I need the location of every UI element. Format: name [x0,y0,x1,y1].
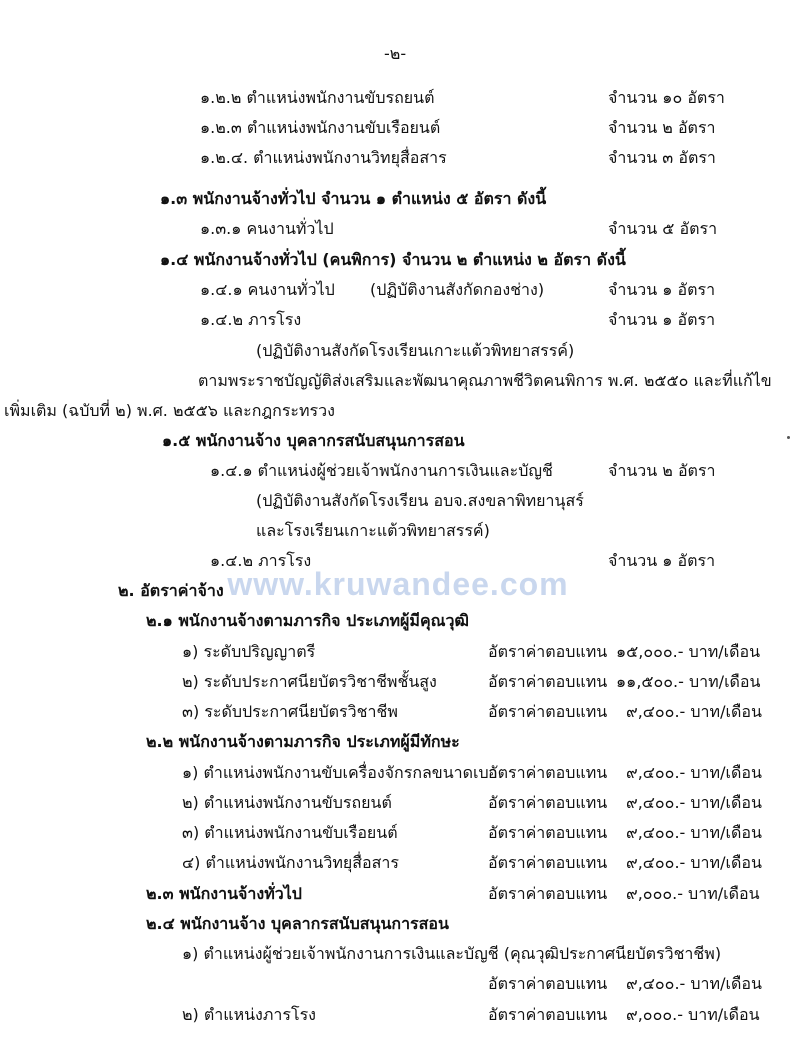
line-2-2-4-rate: ๙,๔๐๐.- บาท/เดือน [626,853,762,872]
line-2-1-1-label: อัตราค่าตอบแทน [488,642,608,661]
line-1-5-1-count: จำนวน ๒ อัตรา [608,461,716,480]
line-2-1-1-rate: ๑๕,๐๐๐.- บาท/เดือน [616,642,761,661]
line-2-2-2-rate: ๙,๔๐๐.- บาท/เดือน [626,793,762,812]
heading-2-3: ๒.๓ พนักงานจ้างทั่วไป [146,884,302,903]
line-1-5-1-note-a: (ปฏิบัติงานสังกัดโรงเรียน อบจ.สงขลาพิทยานุสร์ [256,491,584,510]
line-2-4-1-label: อัตราค่าตอบแทน [488,974,608,993]
line-1-4-1: ๑.๔.๑ คนงานทั่วไป [200,280,335,299]
line-2-2-3: ๓) ตำแหน่งพนักงานขับเรือยนต์ [182,823,398,842]
line-1-5-1-note-b: และโรงเรียนเกาะแต้วพิทยาสรรค์) [256,521,490,540]
line-1-5-1: ๑.๔.๑ ตำแหน่งผู้ช่วยเจ้าพนักงานการเงินและบัญชี [210,461,553,480]
law-line-2: เพิ่มเติม (ฉบับที่ ๒) พ.ศ. ๒๕๕๖ และกฎกระทรวง [4,401,335,420]
line-1-3-1: ๑.๓.๑ คนงานทั่วไป [200,219,334,238]
line-2-2-1: ๑) ตำแหน่งพนักงานขับเครื่องจักรกลขนาดเบา [182,763,498,782]
line-1-2-3: ๑.๒.๓ ตำแหน่งพนักงานขับเรือยนต์ [200,118,441,137]
line-2-2-4-label: อัตราค่าตอบแทน [488,853,608,872]
line-1-5-2-count: จำนวน ๑ อัตรา [608,551,716,570]
watermark: www.kruwandee.com [227,566,569,602]
line-1-3-1-count: จำนวน ๕ อัตรา [608,219,718,238]
line-2-4-2: ๒) ตำแหน่งภารโรง [182,1005,316,1024]
heading-1-4: ๑.๔ พนักงานจ้างทั่วไป (คนพิการ) จำนวน ๒ ตำแหน่ง ๒ อัตรา ดังนี้ [160,250,626,269]
heading-2-2: ๒.๒ พนักงานจ้างตามภารกิจ ประเภทผู้มีทักษะ [146,732,460,751]
line-1-4-1-note: (ปฏิบัติงานสังกัดกองช่าง) [370,280,545,299]
line-1-4-1-count: จำนวน ๑ อัตรา [608,280,716,299]
line-2-1-2: ๒) ระดับประกาศนียบัตรวิชาชีพชั้นสูง [182,672,437,691]
heading-2-4: ๒.๔ พนักงานจ้าง บุคลากรสนับสนุนการสอน [146,914,449,933]
line-1-4-2-count: จำนวน ๑ อัตรา [608,310,716,329]
line-2-4-2-rate: ๙,๐๐๐.- บาท/เดือน [626,1005,760,1024]
line-2-1-2-label: อัตราค่าตอบแทน [488,672,608,691]
line-2-3-rate: ๙,๐๐๐.- บาท/เดือน [626,884,760,903]
line-2-4-1-rate: ๙,๔๐๐.- บาท/เดือน [626,974,762,993]
line-2-1-3-label: อัตราค่าตอบแทน [488,702,608,721]
line-1-4-2: ๑.๔.๒ ภารโรง [200,310,302,329]
line-1-2-2: ๑.๒.๒ ตำแหน่งพนักงานขับรถยนต์ [200,88,435,107]
line-2-3-label: อัตราค่าตอบแทน [488,884,608,903]
line-2-2-3-label: อัตราค่าตอบแทน [488,823,608,842]
line-2-2-4: ๔) ตำแหน่งพนักงานวิทยุสื่อสาร [182,853,399,872]
line-2-1-3-rate: ๙,๔๐๐.- บาท/เดือน [626,702,762,721]
line-1-2-4: ๑.๒.๔. ตำแหน่งพนักงานวิทยุสื่อสาร [200,148,447,167]
scan-speck [787,436,790,439]
line-1-5-2: ๑.๔.๒ ภารโรง [210,551,312,570]
line-2-1-3: ๓) ระดับประกาศนียบัตรวิชาชีพ [182,702,398,721]
law-line-1: ตามพระราชบัญญัติส่งเสริมและพัฒนาคุณภาพชีวิตคนพิการ พ.ศ. ๒๕๕๐ และที่แก้ไข [198,371,772,390]
heading-1-3: ๑.๓ พนักงานจ้างทั่วไป จำนวน ๑ ตำแหน่ง ๕ อัตรา ดังนี้ [160,189,547,208]
line-2-2-1-label: อัตราค่าตอบแทน [488,763,608,782]
line-1-4-2-note: (ปฏิบัติงานสังกัดโรงเรียนเกาะแต้วพิทยาสรรค์) [256,341,575,360]
line-2-1-2-rate: ๑๑,๕๐๐.- บาท/เดือน [616,672,761,691]
line-2-2-2-label: อัตราค่าตอบแทน [488,793,608,812]
heading-2: ๒. อัตราค่าจ้าง [118,581,224,600]
heading-2-1: ๒.๑ พนักงานจ้างตามภารกิจ ประเภทผู้มีคุณวุฒิ [146,611,469,630]
page-number: -๒- [384,44,407,63]
line-1-2-4-count: จำนวน ๓ อัตรา [608,148,716,167]
line-2-2-2: ๒) ตำแหน่งพนักงานขับรถยนต์ [182,793,392,812]
line-2-2-3-rate: ๙,๔๐๐.- บาท/เดือน [626,823,762,842]
line-2-4-1: ๑) ตำแหน่งผู้ช่วยเจ้าพนักงานการเงินและบัญชี (คุณวุฒิประกาศนียบัตรวิชาชีพ) [182,944,722,963]
line-2-4-2-label: อัตราค่าตอบแทน [488,1005,608,1024]
line-1-2-3-count: จำนวน ๒ อัตรา [608,118,716,137]
line-2-1-1: ๑) ระดับปริญญาตรี [182,642,316,661]
heading-1-5: ๑.๕ พนักงานจ้าง บุคลากรสนับสนุนการสอน [162,431,465,450]
line-2-2-1-rate: ๙,๔๐๐.- บาท/เดือน [626,763,762,782]
line-1-2-2-count: จำนวน ๑๐ อัตรา [608,88,725,107]
